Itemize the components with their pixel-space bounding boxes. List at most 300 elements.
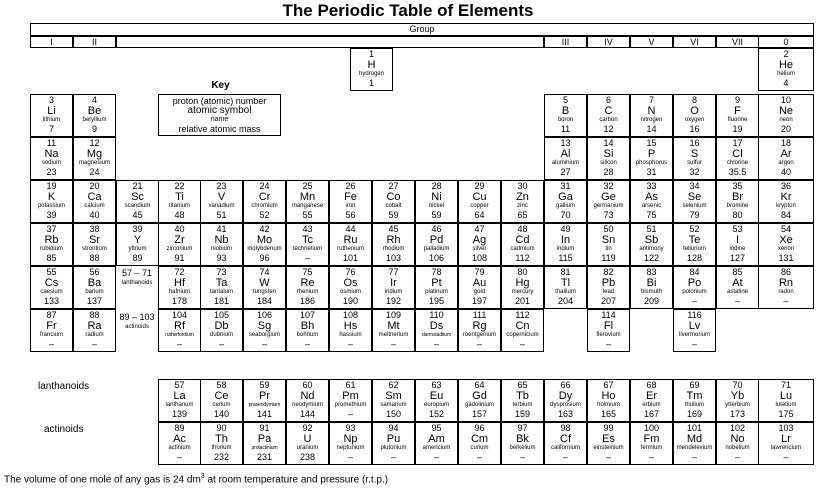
atomic-mass: 209 [643, 296, 660, 306]
atomic-mass: 127 [729, 253, 746, 263]
element-name: phosphorus [635, 160, 668, 166]
atomic-symbol: Fe [344, 191, 357, 203]
atomic-mass: 24 [89, 167, 100, 177]
element-cell-cu [458, 180, 501, 223]
atomic-mass: 35.5 [728, 167, 747, 177]
atomic-symbol: Md [686, 433, 703, 445]
atomic-number: 99 [603, 423, 614, 433]
element-name: lawrencium [770, 445, 802, 451]
element-name: rhodium [382, 246, 405, 252]
element-cell-sm [372, 379, 415, 422]
atomic-number: 50 [603, 224, 614, 234]
element-name: flerovium [596, 332, 621, 338]
atomic-mass: 231 [256, 452, 273, 462]
element-cell-ga [544, 180, 587, 223]
atomic-symbol: Am [428, 433, 445, 445]
atomic-mass: 4 [783, 78, 789, 88]
atomic-mass: 23 [46, 167, 57, 177]
element-cell-lr [758, 422, 814, 465]
atomic-symbol: Sg [257, 320, 272, 332]
element-cell-o [673, 94, 716, 137]
atomic-mass: 52 [259, 210, 270, 220]
atomic-mass: 64 [474, 210, 485, 220]
atomic-symbol: Lv [688, 320, 701, 332]
atomic-mass: 19 [732, 124, 743, 134]
key-line-name: name [210, 116, 229, 123]
atomic-mass: 137 [86, 296, 103, 306]
element-name: tellurium [683, 246, 706, 252]
atomic-mass: 190 [342, 296, 359, 306]
element-cell-f [716, 94, 759, 137]
element-cell-rh [372, 223, 415, 266]
atomic-mass: – [304, 253, 310, 263]
element-cell-h [350, 48, 393, 91]
atomic-symbol: Gd [472, 390, 487, 402]
element-name: sodium [41, 160, 62, 166]
atomic-symbol: Nb [214, 234, 229, 246]
atomic-mass: 238 [299, 452, 316, 462]
element-name: bohrium [296, 332, 319, 338]
footnote [4, 473, 388, 485]
atomic-mass: 165 [600, 409, 617, 419]
atomic-symbol: Kr [780, 191, 792, 203]
atomic-mass: – [605, 339, 611, 349]
element-cell-p [630, 137, 673, 180]
atomic-mass: 59 [431, 210, 442, 220]
element-name: titanium [168, 203, 190, 209]
atomic-number: 36 [780, 181, 791, 191]
atomic-number: 12 [89, 138, 100, 148]
atomic-symbol: Ir [390, 277, 397, 289]
atomic-number: 102 [729, 423, 746, 433]
actinoids-note-name: actinoids [125, 324, 149, 330]
key-title: Key [211, 80, 230, 91]
atomic-mass: – [783, 452, 789, 462]
element-name: strontium [82, 246, 107, 252]
element-cell-ta [200, 266, 243, 309]
element-cell-ti [158, 180, 201, 223]
atomic-number: 73 [216, 267, 227, 277]
atomic-number: 108 [342, 310, 359, 320]
element-name: lutetium [775, 402, 797, 408]
atomic-mass: 133 [43, 296, 60, 306]
element-cell-ds [415, 309, 458, 352]
element-cell-dy [544, 379, 587, 422]
element-cell-bh [286, 309, 329, 352]
atomic-number: 17 [732, 138, 743, 148]
atomic-symbol: W [259, 277, 270, 289]
atomic-mass: 157 [471, 409, 488, 419]
element-name: argon [778, 160, 794, 166]
atomic-number: 22 [174, 181, 185, 191]
element-name: americium [422, 445, 451, 451]
element-cell-db [200, 309, 243, 352]
atomic-symbol: Co [386, 191, 401, 203]
element-cell-nd [286, 379, 329, 422]
atomic-symbol: Li [47, 105, 56, 117]
element-name: neon [779, 117, 793, 123]
atomic-mass: 139 [171, 409, 188, 419]
atomic-number: 96 [474, 423, 485, 433]
atomic-number: 114 [601, 310, 616, 320]
element-name: holmium [597, 402, 620, 408]
atomic-mass: 45 [132, 210, 143, 220]
atomic-mass: 144 [299, 409, 316, 419]
element-cell-fr [30, 309, 73, 352]
atomic-mass: 150 [385, 409, 402, 419]
element-name: thallium [555, 289, 576, 295]
atomic-number: 34 [689, 181, 700, 191]
atomic-mass: – [347, 452, 353, 462]
atomic-mass: 122 [643, 253, 660, 263]
element-cell-u [286, 422, 329, 465]
element-cell-in [544, 223, 587, 266]
element-cell-gd [458, 379, 501, 422]
atomic-number: 45 [388, 224, 399, 234]
atomic-symbol: Np [343, 433, 358, 445]
atomic-number: 101 [686, 423, 703, 433]
element-cell-ar [758, 137, 814, 180]
atomic-symbol: Ni [431, 191, 442, 203]
element-name: darmstadtium [421, 332, 452, 338]
element-name: arsenic [641, 203, 662, 209]
element-name: praseodymium [248, 402, 281, 408]
atomic-number: 49 [560, 224, 571, 234]
element-cell-te [673, 223, 716, 266]
atomic-number: 105 [213, 310, 230, 320]
element-cell-no [716, 422, 759, 465]
element-cell-ce [200, 379, 243, 422]
atomic-symbol: Pa [257, 433, 272, 445]
element-name: carbon [599, 117, 618, 123]
group-header: VI [673, 36, 716, 48]
atomic-mass: 93 [216, 253, 227, 263]
atomic-symbol: O [690, 105, 699, 117]
element-name: nobelium [725, 445, 750, 451]
atomic-mass: 115 [558, 253, 573, 263]
atomic-number: 48 [517, 224, 528, 234]
atomic-mass: – [433, 339, 439, 349]
element-name: berkelium [509, 445, 536, 451]
element-name: germanium [593, 203, 624, 209]
element-name: manganese [291, 203, 324, 209]
element-name: platinum [425, 289, 448, 295]
atomic-number: 30 [517, 181, 528, 191]
atomic-symbol: Po [687, 277, 702, 289]
atomic-mass: 65 [517, 210, 528, 220]
element-cell-w [243, 266, 286, 309]
atomic-number: 55 [46, 267, 57, 277]
atomic-mass: 12 [603, 124, 614, 134]
element-name: lead [602, 289, 615, 295]
atomic-number: 31 [560, 181, 571, 191]
atomic-number: 40 [174, 224, 185, 234]
atomic-mass: 40 [780, 167, 791, 177]
atomic-symbol: Fl [603, 320, 614, 332]
atomic-symbol: Hg [515, 277, 530, 289]
element-cell-v [200, 180, 243, 223]
element-name: copernicium [506, 332, 539, 338]
atomic-mass: – [734, 452, 740, 462]
element-name: nitrogen [640, 117, 663, 123]
element-name: meitnerium [378, 332, 409, 338]
atomic-number: 63 [431, 380, 442, 390]
element-name: iron [345, 203, 356, 209]
element-name: dubnium [209, 332, 233, 338]
element-name: oxygen [684, 117, 705, 123]
element-cell-mo [243, 223, 286, 266]
element-cell-mt [372, 309, 415, 352]
atomic-symbol: Tb [516, 390, 529, 402]
element-cell-es [587, 422, 630, 465]
atomic-mass: 195 [428, 296, 445, 306]
element-cell-rf [158, 309, 201, 352]
element-cell-pm [329, 379, 372, 422]
element-cell-hf [158, 266, 201, 309]
atomic-mass: 152 [428, 409, 445, 419]
atomic-mass: – [48, 339, 54, 349]
element-cell-pt [415, 266, 458, 309]
atomic-mass: – [390, 452, 396, 462]
element-name: uranium [296, 445, 319, 451]
actinoids-row-label: actinoids [44, 424, 84, 435]
atomic-symbol: Ar [780, 148, 792, 160]
element-name: thorium [211, 445, 232, 451]
element-name: sulfur [687, 160, 702, 166]
atomic-number: 93 [345, 423, 356, 433]
element-name: mendelevium [676, 445, 713, 451]
atomic-number: 7 [648, 95, 654, 105]
group-header: I [30, 36, 73, 48]
atomic-mass: – [519, 452, 525, 462]
atomic-mass: 32 [689, 167, 700, 177]
atomic-number: 89 [174, 423, 185, 433]
element-name: erbium [642, 402, 661, 408]
element-cell-rg [458, 309, 501, 352]
atomic-symbol: Al [560, 148, 571, 160]
atomic-symbol: Rb [44, 234, 59, 246]
element-cell-np [329, 422, 372, 465]
atomic-number: 85 [732, 267, 743, 277]
atomic-mass: 131 [778, 253, 794, 263]
atomic-mass: – [691, 339, 697, 349]
atomic-number: 20 [89, 181, 100, 191]
element-cell-sb [630, 223, 673, 266]
lanthanoids-row-label: lanthanoids [38, 381, 90, 392]
atomic-symbol: Pb [601, 277, 616, 289]
element-name: yttrium [128, 246, 147, 252]
atomic-symbol: Hf [174, 277, 185, 289]
atomic-mass: 159 [514, 409, 531, 419]
atomic-number: 110 [429, 310, 444, 320]
atomic-symbol: Ca [87, 191, 102, 203]
atomic-mass: 128 [686, 253, 703, 263]
element-name: niobium [210, 246, 232, 252]
actinoids-range: 89 – 103 [119, 312, 155, 322]
atomic-symbol: Cd [515, 234, 530, 246]
atomic-symbol: Na [44, 148, 59, 160]
atomic-symbol: Sb [644, 234, 659, 246]
element-name: gadolinium [464, 402, 495, 408]
atomic-mass: – [519, 339, 525, 349]
element-cell-lv [673, 309, 716, 352]
atomic-number: 75 [302, 267, 313, 277]
atomic-number: 70 [732, 380, 743, 390]
element-cell-mn [286, 180, 329, 223]
key-line-mass: relative atomic mass [178, 124, 261, 134]
element-name: astatine [726, 289, 748, 295]
atomic-mass: 70 [560, 210, 571, 220]
element-name: vanadium [208, 203, 235, 209]
group-header: IV [587, 36, 630, 48]
element-name: potassium [37, 203, 66, 209]
element-cell-kr [758, 180, 814, 223]
atomic-number: 24 [259, 181, 270, 191]
atomic-number: 107 [299, 310, 316, 320]
atomic-number: 41 [216, 224, 227, 234]
atomic-number: 88 [89, 310, 100, 320]
atomic-number: 37 [46, 224, 57, 234]
element-name: rutherfordium [165, 332, 194, 338]
atomic-symbol: At [732, 277, 743, 289]
atomic-symbol: U [303, 433, 312, 445]
element-cell-os [329, 266, 372, 309]
atomic-number: 3 [48, 95, 54, 105]
element-name: copper [470, 203, 489, 209]
atomic-number: 11 [46, 138, 57, 148]
atomic-number: 84 [689, 267, 700, 277]
atomic-number: 82 [603, 267, 614, 277]
lanthanoids-range: 57 – 71 [121, 268, 153, 278]
element-cell-sn [587, 223, 630, 266]
atomic-mass: 79 [689, 210, 700, 220]
atomic-mass: 27 [560, 167, 571, 177]
atomic-mass: 163 [557, 409, 574, 419]
atomic-symbol: Ac [173, 433, 186, 445]
element-cell-at [716, 266, 759, 309]
group-header: III [544, 36, 587, 48]
atomic-symbol: C [604, 105, 613, 117]
atomic-number: 100 [643, 423, 660, 433]
element-cell-ca [73, 180, 116, 223]
element-name: krypton [776, 203, 796, 209]
element-cell-fe [329, 180, 372, 223]
atomic-symbol: Yb [730, 390, 745, 402]
atomic-number: 86 [780, 267, 791, 277]
element-name: gallium [555, 203, 575, 209]
atomic-number: 74 [259, 267, 270, 277]
atomic-symbol: N [647, 105, 656, 117]
atomic-mass: 84 [780, 210, 791, 220]
atomic-number: 60 [302, 380, 313, 390]
element-name: dysprosium [550, 402, 581, 408]
element-cell-ir [372, 266, 415, 309]
atomic-symbol: V [217, 191, 226, 203]
element-cell-ne [758, 94, 814, 137]
atomic-symbol: Sr [89, 234, 100, 246]
atomic-symbol: Nd [300, 390, 315, 402]
atomic-symbol: Cm [470, 433, 489, 445]
atomic-mass: – [261, 339, 267, 349]
element-name: hydrogen [358, 71, 385, 77]
atomic-mass: – [691, 296, 697, 306]
element-cell-sc [116, 180, 159, 223]
element-name: lanthanum [165, 402, 194, 408]
atomic-symbol: Cs [44, 277, 59, 289]
element-cell-er [630, 379, 673, 422]
atomic-symbol: K [47, 191, 56, 203]
element-name: zirconium [166, 246, 193, 252]
atomic-number: 5 [562, 95, 568, 105]
element-name: einsteinium [593, 445, 624, 451]
atomic-symbol: Cf [560, 433, 571, 445]
element-cell-eu [415, 379, 458, 422]
atomic-symbol: Bk [516, 433, 529, 445]
atomic-symbol: Cu [472, 191, 487, 203]
atomic-symbol: Mn [299, 191, 316, 203]
atomic-symbol: Tm [686, 390, 703, 402]
atomic-symbol: S [690, 148, 699, 160]
atomic-symbol: F [734, 105, 741, 117]
atomic-mass: – [562, 452, 568, 462]
atomic-mass: 85 [46, 253, 57, 263]
element-name: ytterbium [725, 402, 750, 408]
atomic-symbol: Rh [386, 234, 401, 246]
element-cell-as [630, 180, 673, 223]
atomic-number: 43 [302, 224, 313, 234]
group-header: 0 [758, 36, 814, 48]
atomic-mass: 96 [259, 253, 270, 263]
atomic-symbol: Ta [215, 277, 228, 289]
atomic-number: 9 [734, 95, 740, 105]
atomic-number: 116 [687, 310, 702, 320]
element-name: aluminium [551, 160, 580, 166]
atomic-mass: 80 [732, 210, 743, 220]
element-cell-cf [544, 422, 587, 465]
element-cell-cl [716, 137, 759, 180]
atomic-mass: 192 [385, 296, 402, 306]
element-cell-pb [587, 266, 630, 309]
element-cell-pu [372, 422, 415, 465]
atomic-mass: 73 [603, 210, 614, 220]
atomic-mass: – [91, 339, 97, 349]
element-name: cadmium [510, 246, 535, 252]
atomic-mass: 48 [174, 210, 185, 220]
footnote-superscript: 3 [200, 473, 205, 480]
atomic-number: 68 [646, 380, 657, 390]
atomic-symbol: Y [133, 234, 142, 246]
atomic-mass: 59 [388, 210, 399, 220]
atomic-symbol: Au [472, 277, 487, 289]
element-cell-y [116, 223, 159, 266]
atomic-mass: 1 [368, 78, 374, 88]
footnote-text-end: at room temperature and pressure (r.t.p.) [204, 474, 389, 486]
atomic-number: 10 [780, 95, 791, 105]
atomic-symbol: Pm [342, 390, 359, 402]
element-name: palladium [423, 246, 450, 252]
atomic-symbol: Sn [601, 234, 616, 246]
element-name: xenon [777, 246, 795, 252]
element-cell-na [30, 137, 73, 180]
atomic-mass: – [176, 339, 182, 349]
atomic-mass: 14 [646, 124, 657, 134]
atomic-number: 15 [646, 138, 657, 148]
atomic-number: 87 [46, 310, 57, 320]
element-name: tungsten [252, 289, 277, 295]
element-name: promethium [334, 402, 367, 408]
atomic-mass: 28 [603, 167, 614, 177]
atomic-mass: 112 [515, 253, 530, 263]
